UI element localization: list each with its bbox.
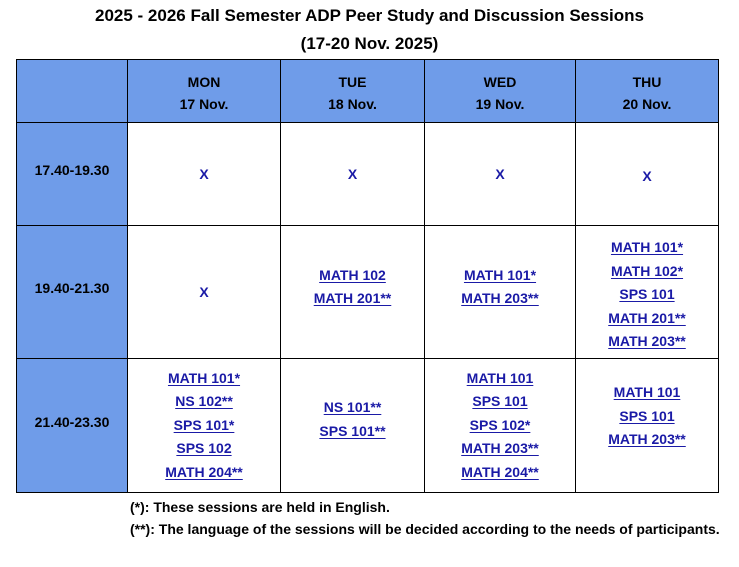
session-cell bbox=[425, 123, 576, 226]
session-cell bbox=[425, 359, 576, 493]
session-cell bbox=[281, 359, 425, 493]
course-link[interactable]: NS 102** bbox=[175, 393, 233, 410]
time-slot-label: 17.40-19.30 bbox=[34, 162, 110, 178]
course-link[interactable]: MATH 204** bbox=[165, 463, 243, 480]
schedule-table bbox=[16, 59, 719, 493]
session-cell bbox=[576, 359, 719, 493]
session-cell bbox=[425, 226, 576, 359]
header-row bbox=[17, 60, 719, 123]
course-link[interactable]: MATH 101* bbox=[167, 369, 241, 386]
course-link[interactable]: SPS 102 bbox=[176, 440, 232, 457]
session-cell bbox=[281, 123, 425, 226]
page-title: 2025 - 2026 Fall Semester ADP Peer Study and Discussion Sessions bbox=[95, 6, 644, 25]
course-link[interactable]: MATH 102* bbox=[610, 262, 684, 279]
no-session-mark: X bbox=[347, 166, 358, 182]
course-link[interactable]: MATH 101 bbox=[613, 384, 681, 401]
course-link[interactable]: SPS 101 bbox=[619, 286, 675, 303]
day-date: 17 Nov. bbox=[179, 96, 229, 112]
no-session-mark: X bbox=[495, 166, 505, 182]
session-cell bbox=[128, 359, 281, 493]
day-date: 19 Nov. bbox=[475, 96, 525, 112]
time-slot-cell bbox=[17, 226, 128, 359]
session-cell bbox=[576, 226, 719, 359]
course-link[interactable]: MATH 101* bbox=[610, 239, 684, 256]
day-name: WED bbox=[483, 74, 517, 90]
time-slot-label: 21.40-23.30 bbox=[34, 413, 110, 430]
course-link[interactable]: NS 101** bbox=[323, 399, 382, 416]
course-link[interactable]: MATH 203** bbox=[608, 333, 686, 350]
session-cell bbox=[281, 226, 425, 359]
day-name: TUE bbox=[338, 74, 367, 90]
course-link[interactable]: MATH 101* bbox=[463, 266, 537, 283]
day-header-wed bbox=[425, 60, 576, 123]
course-link[interactable]: SPS 102* bbox=[469, 416, 531, 433]
time-slot-label: 19.40-21.30 bbox=[34, 280, 110, 296]
session-cell bbox=[576, 123, 719, 226]
session-cell bbox=[128, 226, 281, 359]
time-slot-cell bbox=[17, 359, 128, 493]
note-language-decided: (**): The language of the sessions will be decided according to the needs of participants. bbox=[130, 521, 720, 537]
course-link[interactable]: MATH 101 bbox=[466, 369, 534, 386]
course-link[interactable]: SPS 101** bbox=[319, 422, 386, 439]
course-link[interactable]: SPS 101 bbox=[472, 393, 528, 410]
day-header-mon bbox=[128, 60, 281, 123]
day-header-thu bbox=[576, 60, 719, 123]
no-session-mark: X bbox=[642, 168, 652, 184]
course-link[interactable]: MATH 203** bbox=[461, 290, 539, 306]
session-cell bbox=[128, 123, 281, 226]
course-link[interactable]: SPS 101* bbox=[173, 416, 235, 433]
note-english-sessions: (*): These sessions are held in English. bbox=[130, 499, 390, 515]
corner-cell bbox=[17, 60, 128, 123]
slot-row bbox=[17, 359, 719, 493]
no-session-mark: X bbox=[199, 284, 209, 300]
course-link[interactable]: MATH 204** bbox=[461, 463, 539, 480]
day-name: THU bbox=[632, 74, 662, 90]
slot-row bbox=[17, 226, 719, 359]
no-session-mark: X bbox=[199, 166, 209, 182]
course-link[interactable]: MATH 201** bbox=[608, 309, 686, 326]
day-name: MON bbox=[187, 74, 221, 90]
course-link[interactable]: SPS 101 bbox=[619, 407, 675, 424]
course-link[interactable]: MATH 203** bbox=[461, 440, 539, 457]
day-date: 20 Nov. bbox=[622, 96, 672, 112]
slot-row bbox=[17, 123, 719, 226]
day-date: 18 Nov. bbox=[328, 96, 377, 112]
time-slot-cell bbox=[17, 123, 128, 226]
page-subtitle-dates: (17-20 Nov. 2025) bbox=[300, 34, 439, 53]
day-header-tue bbox=[281, 60, 425, 123]
course-link[interactable]: MATH 201** bbox=[313, 290, 392, 306]
course-link[interactable]: MATH 203** bbox=[608, 431, 686, 448]
course-link[interactable]: MATH 102 bbox=[319, 266, 386, 283]
